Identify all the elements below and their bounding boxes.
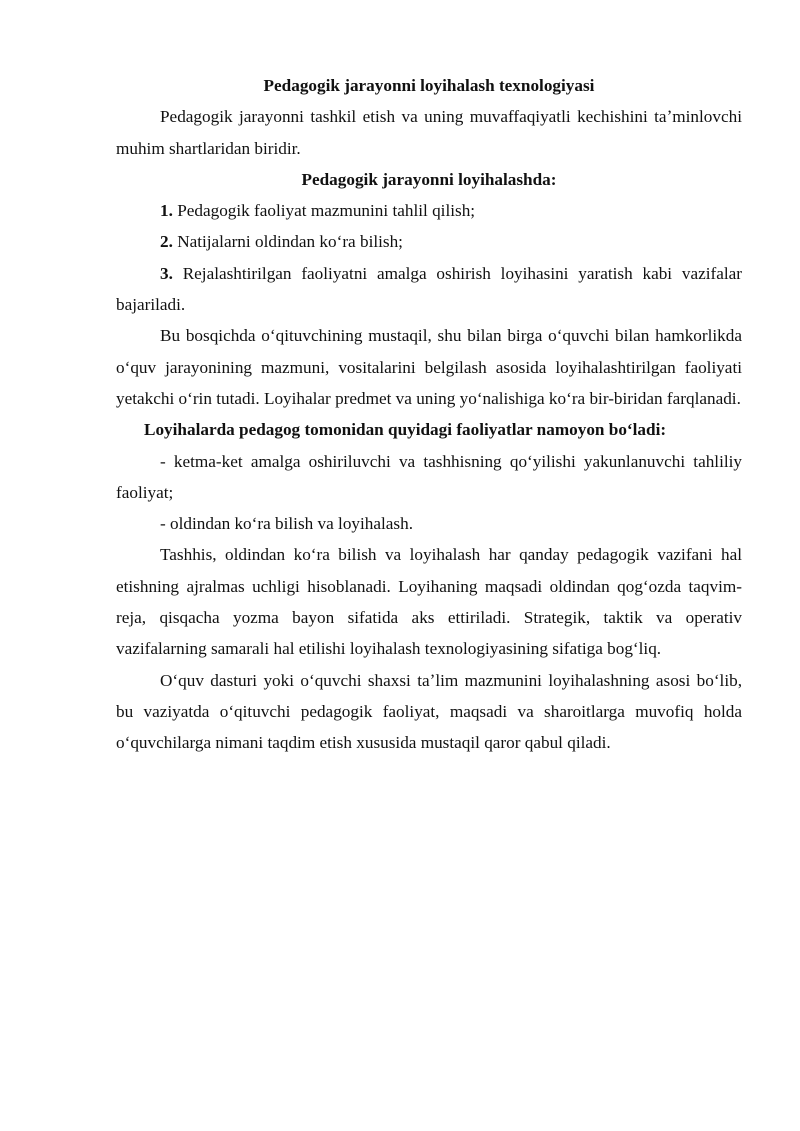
- intro-paragraph: Pedagogik jarayonni tashkil etish va uning muvaffaqiyatli kechishini taʼminlovchi muhim shartlaridan biridir.: [116, 107, 742, 158]
- numbered-item-2: [116, 226, 742, 257]
- curriculum-paragraph: O‘quv dasturi yoki o‘quvchi shaxsi taʼlim mazmunini loyihalashning asosi bo‘lib, bu vaziyatda o‘qituvchi pedagogik faoliyat, maqsadi va sharoitlarga muvofiq holda o‘quvchilarga nimani taqdim etish xususida mustaqil qaror qabul qiladi.: [116, 670, 742, 753]
- document-page: [116, 70, 742, 759]
- item-text: Pedagogik faoliyat mazmunini tahlil qilish;: [172, 201, 476, 221]
- subheading: Pedagogik jarayonni loyihalashda:: [301, 169, 557, 189]
- diagnosis-paragraph: Tashhis, oldindan ko‘ra bilish va loyihalash har qanday pedagogik vazifani hal etishning ajralmas uchligi hisoblanadi. Loyihaning maqsadi oldindan qog‘ozda taqvim-reja, qisqacha yozma bayon sifatida aks ettiriladi. Strategik, taktik va operativ vazifalarning samarali hal etilishi loyihalash texnologiyasining sifatiga bog‘liq.: [116, 545, 742, 659]
- activities-heading: Loyihalarda pedagog tomonidan quyidagi faoliyatlar namoyon bo‘ladi:: [144, 420, 667, 440]
- item-number: 2.: [160, 232, 173, 252]
- item-number: 3.: [160, 263, 173, 283]
- item-text: Rejalashtirilgan faoliyatni amalga oshirish loyihasini yaratish kabi vazifalar bajariladi.: [116, 263, 742, 315]
- document-title: Pedagogik jarayonni loyihalash texnologiyasi: [263, 76, 595, 95]
- dash-item-2: - oldindan ko‘ra bilish va loyihalash.: [160, 514, 413, 534]
- item-text: Natijalarni oldindan ko‘ra bilish;: [172, 232, 403, 252]
- stage-paragraph: Bu bosqichda o‘qituvchining mustaqil, shu bilan birga o‘quvchi bilan hamkorlikda o‘quv jarayonining mazmuni, vositalarini belgilash asosida loyihalashtirilgan faoliyati yetakchi o‘rin tutadi. Loyihalar predmet va uning yo‘nalishiga ko‘ra bir-biridan farqlanadi.: [116, 326, 742, 408]
- numbered-item-1: [116, 195, 742, 226]
- dash-item-1: - ketma-ket amalga oshiriluvchi va tashhisning qo‘yilishi yakunlanuvchi tahliliy faoliyat;: [116, 451, 742, 502]
- numbered-item-3: [116, 258, 742, 321]
- item-number: 1.: [160, 201, 173, 221]
